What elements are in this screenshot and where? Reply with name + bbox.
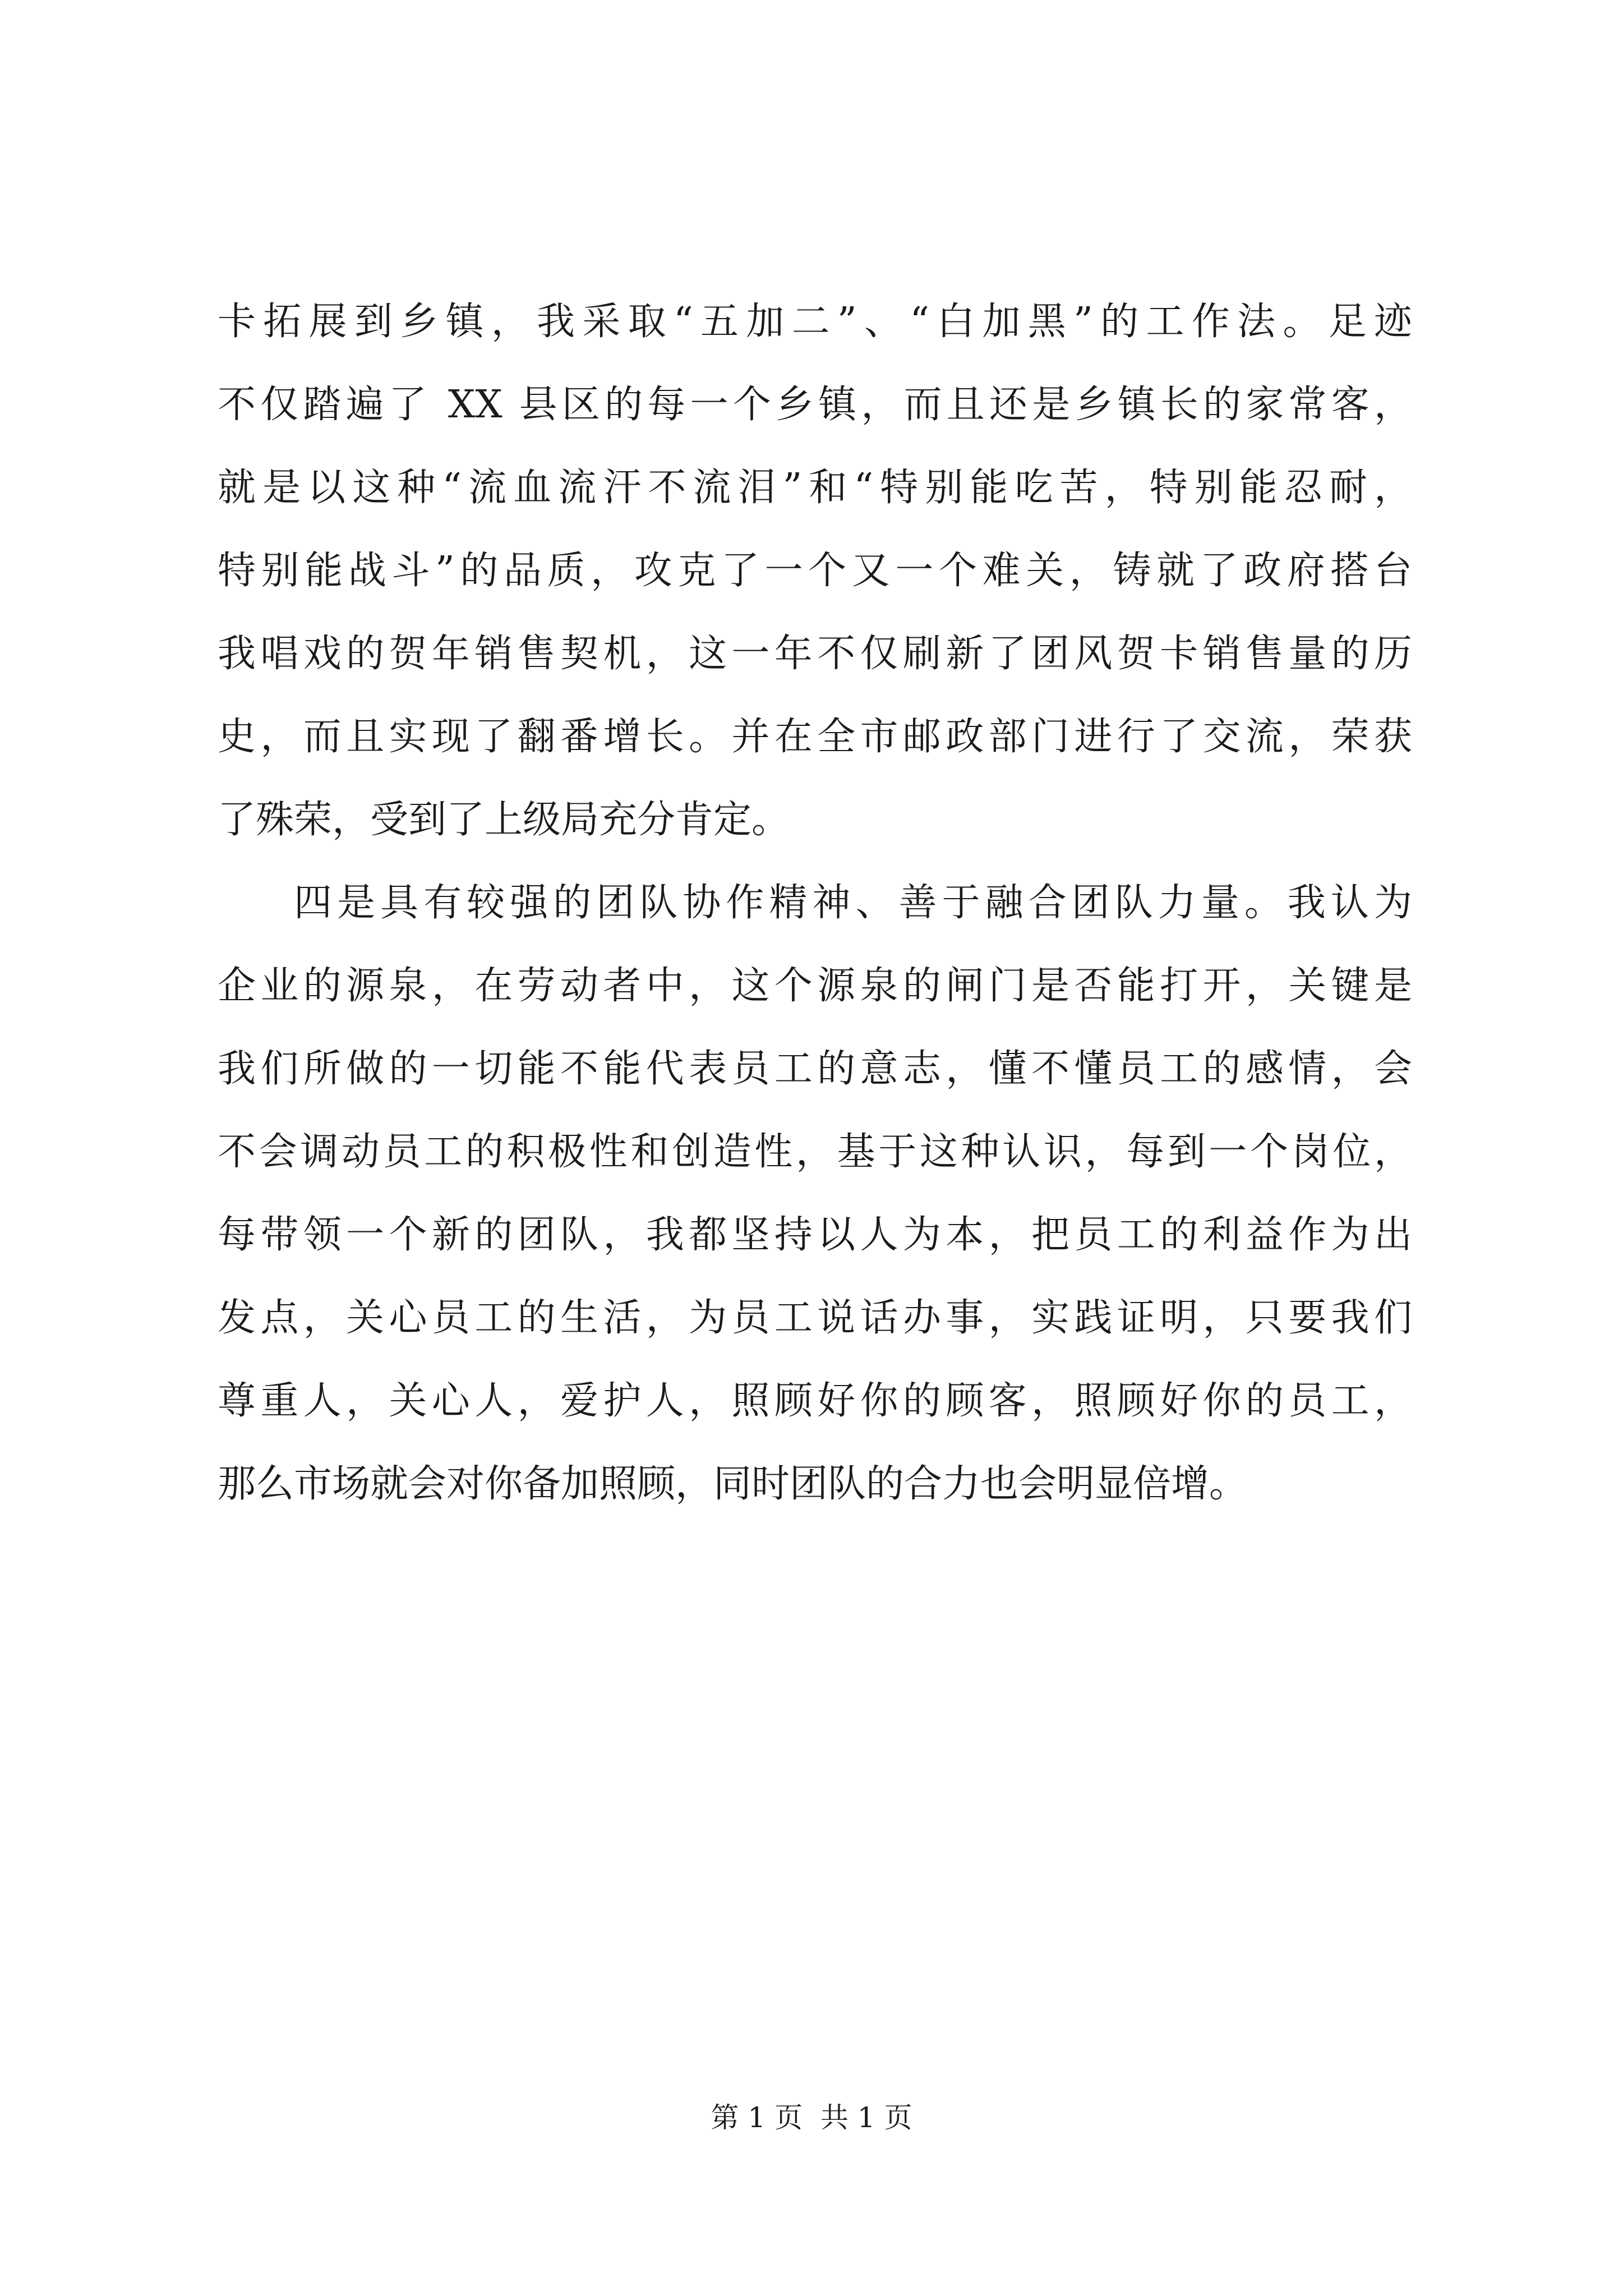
paragraph-line: 企业的源泉，在劳动者中，这个源泉的闸门是否能打开，关键是 — [218, 964, 1412, 1008]
page-number: 第 1 页 共 1 页 — [711, 2101, 912, 2134]
paragraph-line: 每带领一个新的团队，我都坚持以人为本，把员工的利益作为出 — [218, 1213, 1412, 1257]
paragraph-line: 我唱戏的贺年销售契机，这一年不仅刷新了团风贺卡销售量的历 — [218, 632, 1412, 676]
paragraph-line: 卡拓展到乡镇，我采取“五加二”、“白加黑”的工作法。足迹 — [218, 300, 1412, 344]
paragraph-line: 不仅踏遍了 XX 县区的每一个乡镇，而且还是乡镇长的家常客， — [218, 383, 1412, 427]
paragraph-line: 四是具有较强的团队协作精神、善于融合团队力量。我认为 — [294, 881, 1412, 925]
paragraph-line: 发点，关心员工的生活，为员工说话办事，实践证明，只要我们 — [218, 1296, 1412, 1340]
paragraph-line: 尊重人，关心人，爱护人，照顾好你的顾客，照顾好你的员工， — [218, 1379, 1412, 1423]
document-body — [218, 280, 1412, 1526]
paragraph-line: 了殊荣，受到了上级局充分肯定。 — [218, 798, 790, 842]
paragraph-line: 不会调动员工的积极性和创造性，基于这种认识，每到一个岗位， — [218, 1130, 1412, 1174]
paragraph-line: 那么市场就会对你备加照顾，同时团队的合力也会明显倍增。 — [218, 1462, 1248, 1506]
page-footer — [0, 2095, 1623, 2140]
paragraph-line: 就是以这种“流血流汗不流泪”和“特别能吃苦，特别能忍耐， — [218, 466, 1412, 510]
paragraph-line: 特别能战斗”的品质，攻克了一个又一个难关，铸就了政府搭台 — [218, 549, 1412, 593]
paragraph-line: 我们所做的一切能不能代表员工的意志，懂不懂员工的感情，会 — [218, 1047, 1412, 1091]
paragraph-line: 史，而且实现了翻番增长。并在全市邮政部门进行了交流，荣获 — [218, 715, 1412, 759]
